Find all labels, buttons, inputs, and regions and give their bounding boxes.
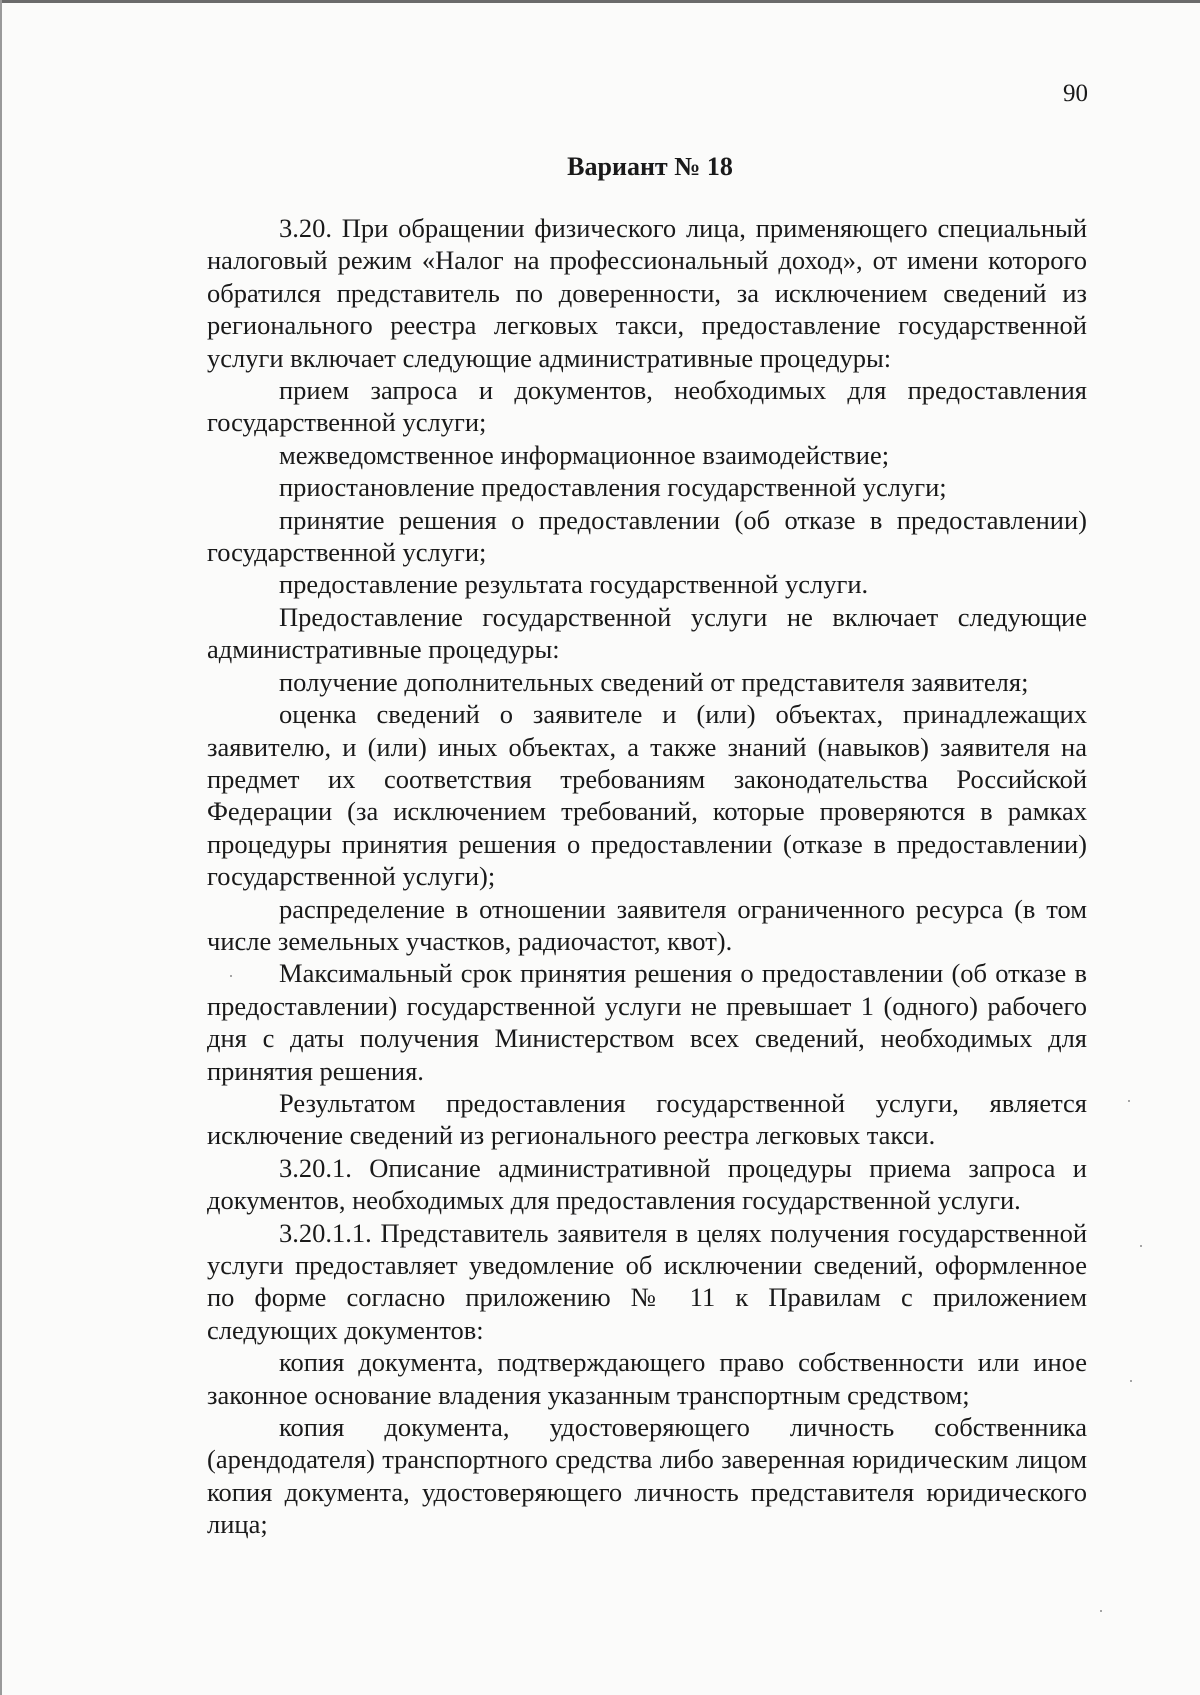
scan-speck xyxy=(1100,1610,1102,1612)
paragraph: распределение в отношении заявителя ограниченного ресурса (в том числе земельных участков, радиочастот, квот). xyxy=(207,893,1087,956)
page-number: 90 xyxy=(1063,80,1088,107)
paragraph: Максимальный срок принятия решения о предоставлении (об отказе в предоставлении) государственной услуги не превышает 1 (одного) рабочего дня с даты получения Министерством всех сведений, необходимых для принятия решения. xyxy=(207,958,1087,1086)
document-title: Вариант № 18 xyxy=(567,152,733,181)
scan-top-edge xyxy=(0,0,1200,3)
document-body xyxy=(207,212,1087,1541)
paragraph: Предоставление государственной услуги не включает следующие административные процедуры: xyxy=(207,601,1087,665)
scan-speck xyxy=(1128,1100,1130,1102)
paragraph: предоставление результата государственной услуги. xyxy=(279,569,869,600)
paragraph: получение дополнительных сведений от представителя заявителя; xyxy=(279,666,1029,697)
paragraph: оценка сведений о заявителе и (или) объектах, принадлежащих заявителю, и (или) иных объектах, а также знаний (навыков) заявителя на предмет их соответствия требованиям законодательства Российской Федерации (за исключением требований, которые проверяются в рамках процедуры принятия решения о предоставлении (отказе в предоставлении) государственной услуги); xyxy=(207,699,1087,892)
paragraph: копия документа, подтверждающего право собственности или иное законное основание владения указанным транспортным средством; xyxy=(207,1347,1087,1410)
paragraph: 3.20.1.1. Представитель заявителя в целях получения государственной услуги предоставляет уведомление об исключении сведений, оформленное по форме согласно приложению № 11 к Правилам с приложением следующих документов: xyxy=(207,1217,1087,1345)
paragraph: межведомственное информационное взаимодействие; xyxy=(279,439,890,470)
scan-left-edge xyxy=(0,0,2,1695)
paragraph: приостановление предоставления государственной услуги; xyxy=(279,472,947,503)
paragraph: Результатом предоставления государственной услуги, является исключение сведений из регионального реестра легковых такси. xyxy=(207,1087,1087,1151)
paragraph: принятие решения о предоставлении (об отказе в предоставлении) государственной услуги; xyxy=(207,504,1087,568)
scan-speck xyxy=(1130,1380,1132,1382)
paragraph: прием запроса и документов, необходимых для предоставления государственной услуги; xyxy=(207,375,1087,438)
scan-speck xyxy=(1140,1245,1142,1247)
scan-speck xyxy=(230,975,232,977)
paragraph: 3.20.1. Описание административной процедуры приема запроса и документов, необходимых для предоставления государственной услуги. xyxy=(207,1152,1087,1216)
paragraph: 3.20. При обращении физического лица, применяющего специальный налоговый режим «Налог на профессиональный доход», от имени которого обратился представитель по доверенности, за исключением сведений из регионального реестра легковых такси, предоставление государственной услуги включает следующие административные процедуры: xyxy=(207,213,1087,373)
paragraph: копия документа, удостоверяющего личность собственника (арендодателя) транспортного средства либо заверенная юридическим лицом копия документа, удостоверяющего личность представителя юридического лица; xyxy=(207,1412,1087,1540)
